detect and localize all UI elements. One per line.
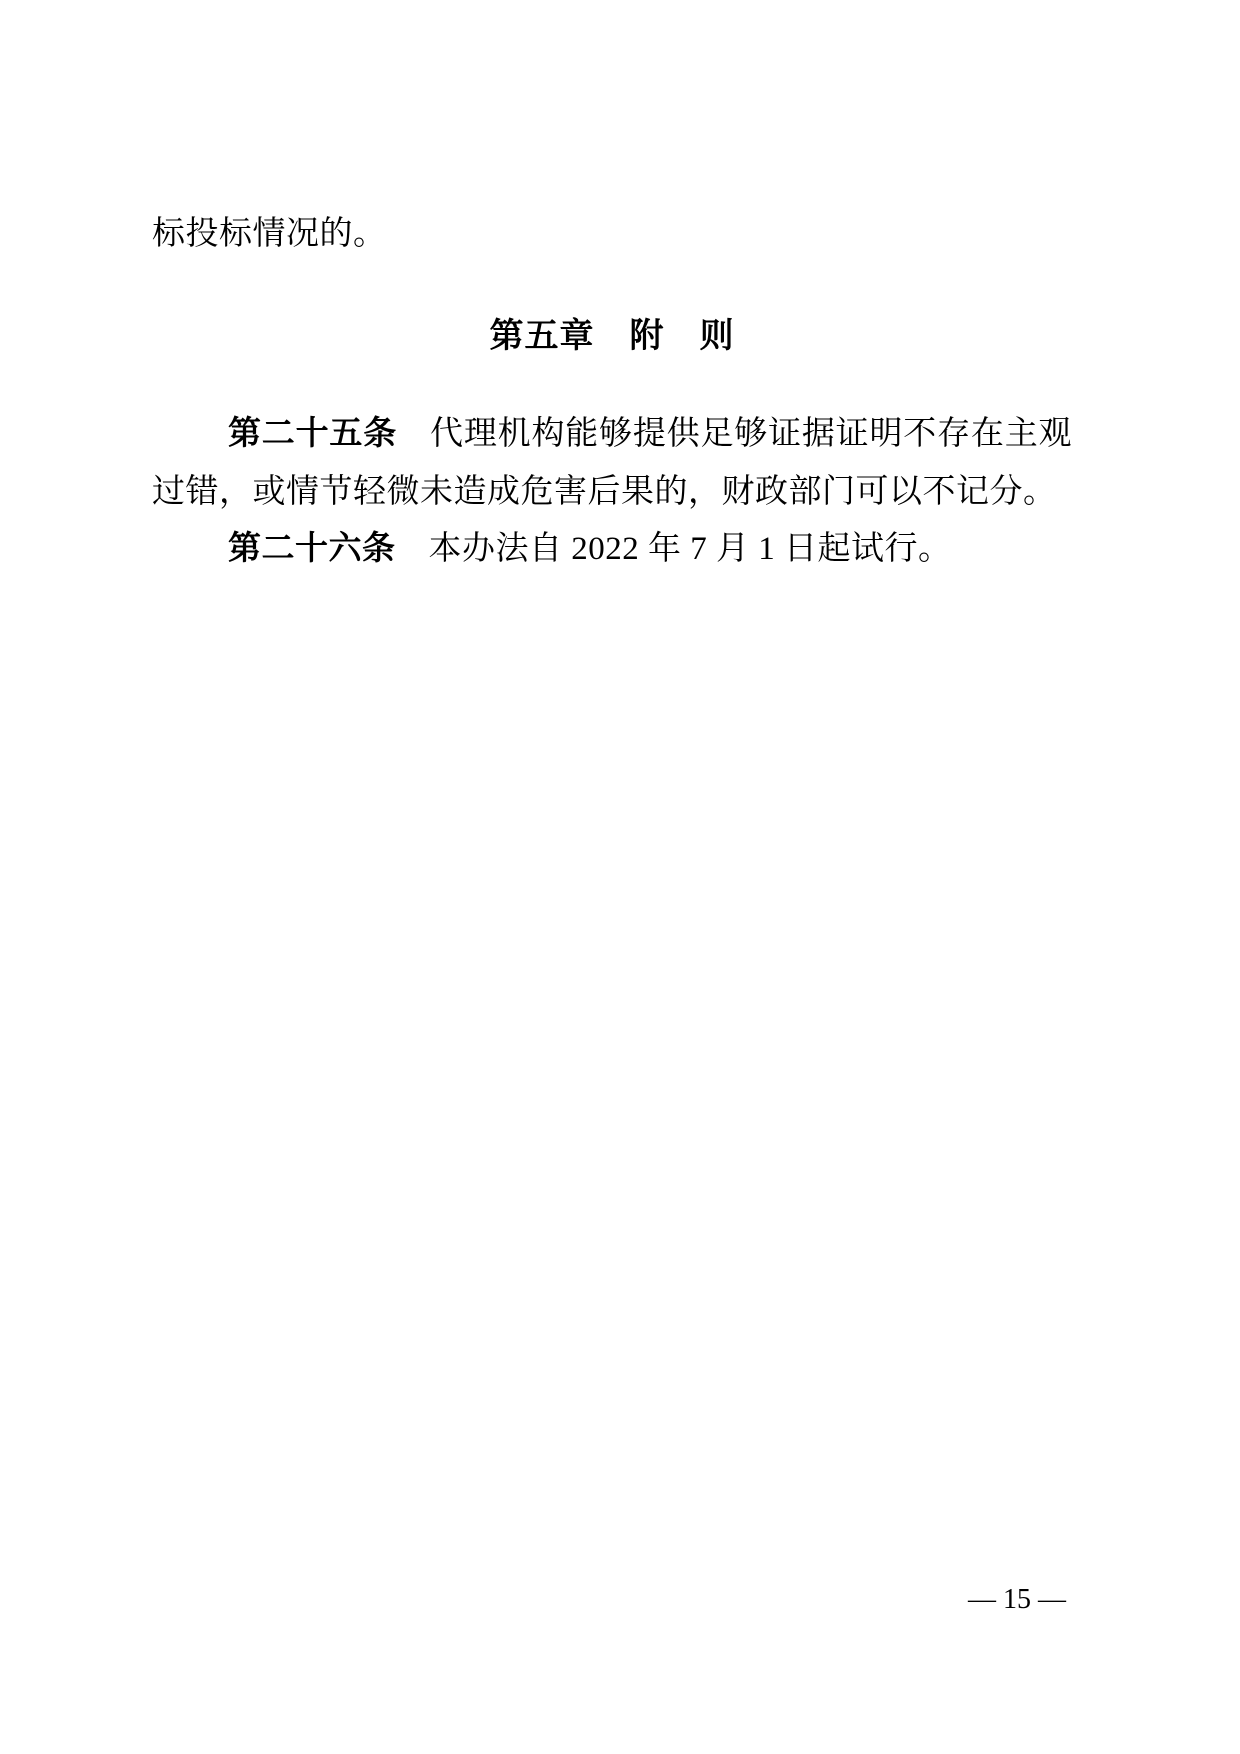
continuation-line: 标投标情况的。	[152, 216, 387, 252]
article-25-label: 第二十五条	[228, 414, 398, 451]
article-25-paragraph	[152, 404, 1072, 521]
page-number: — 15 —	[968, 1584, 1066, 1615]
article-26-label: 第二十六条	[228, 529, 396, 566]
article-25-line-1	[152, 404, 1072, 463]
article-26-paragraph	[152, 519, 1072, 578]
article-25-line-2: 过错，或情节轻微未造成危害后果的，财政部门可以不记分。	[152, 474, 1057, 510]
chapter-heading: 第五章 附 则	[489, 317, 735, 355]
article-25-line-1-text: 代理机构能够提供足够证据证明不存在主观	[430, 416, 1073, 452]
article-26-text: 本办法自 2022 年 7 月 1 日起试行。	[428, 531, 952, 567]
